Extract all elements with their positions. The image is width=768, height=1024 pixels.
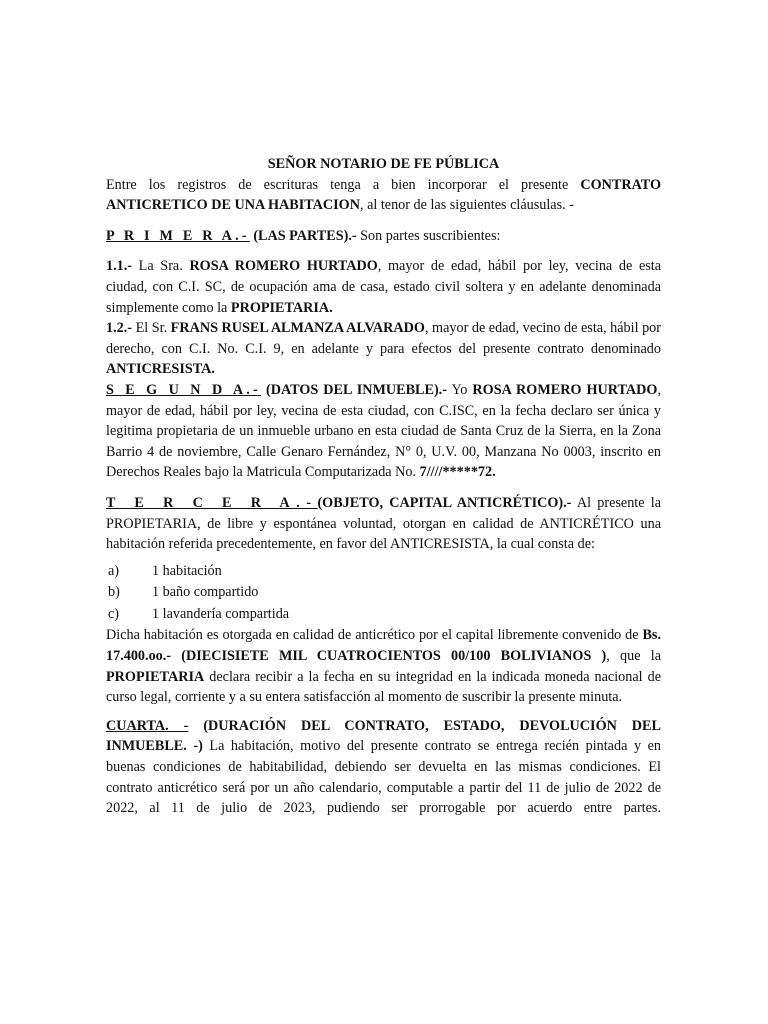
clause-1-2-text: El Sr. (132, 320, 171, 337)
list-item (108, 561, 661, 582)
clause-1-1-body: , mayor de edad, hábil por ley, vecina de esta ciudad, con C.I. SC, de ocupación ama de casa, estado civil soltera y en adelante denominada simplemente como la (106, 258, 662, 316)
list-marker: b) (108, 584, 120, 601)
clause-1-2 (106, 318, 661, 380)
clause-cuarta-heading: CUARTA. - (106, 717, 189, 734)
capital-text-2: , que la (606, 648, 661, 665)
document-title: SEÑOR NOTARIO DE FE PÚBLICA (267, 156, 500, 172)
list-item-text: 1 habitación (152, 562, 222, 579)
owner-name: ROSA ROMERO HURTADO (189, 258, 378, 275)
clause-tercera-heading: T E R C E R A.- (106, 494, 318, 511)
clause-1-1 (106, 256, 661, 318)
clause-1-1-text: La Sra. (132, 258, 190, 275)
document-page (106, 154, 661, 819)
clause-1-2-body: , mayor de edad, vecino de esta, hábil por derecho, con C.I. No. C.I. 9, en adelante y para efectos del presente contrato denominado (106, 320, 661, 357)
capital-text-3: declara recibir a la fecha en su integridad en la indicada moneda nacional de curso legal, corriente y a su entera satisfacción al momento de suscribir la presente minuta. (106, 668, 661, 706)
owner-designation-repeat: PROPIETARIA (106, 668, 205, 685)
clause-cuarta (106, 716, 661, 819)
clause-segunda-title: (DATOS DEL INMUEBLE).- (260, 381, 447, 398)
clause-primera-heading: P R I M E R A.- (106, 227, 250, 244)
capital-amount: Bs. 17.400.oo.- (DIECISIETE MIL CUATROCIENTOS 00/100 BOLIVIANOS ) (106, 627, 661, 665)
list-marker: a) (108, 562, 120, 579)
clause-segunda-heading: S E G U N D A.- (106, 381, 261, 398)
clause-segunda-body: , mayor de edad, hábil por ley, vecina de esta ciudad, con C.ISC, en la fecha declaro ser única y legitima propietaria de un inmueble urbano en esta ciudad de Santa Cruz de la Sierra, en la Zona Barrio 4 de noviembre, Calle Genaro Fernández, N° 0, U.V. 00, Manzana No 0003, inscrito en Derechos Reales bajo la Matricula Computarizada No. (106, 381, 662, 481)
clause-primera (106, 226, 661, 247)
owner-name-repeat: ROSA ROMERO HURTADO (472, 381, 658, 398)
tenant-designation: ANTICRESISTA. (106, 361, 215, 378)
list-item-text: 1 lavandería compartida (152, 605, 290, 622)
clause-primera-text: Son partes suscribientes: (356, 227, 501, 244)
registry-number: 7////*****72. (419, 464, 496, 481)
list-item (108, 604, 661, 625)
clause-tercera-title: (OBJETO, CAPITAL ANTICRÉTICO).- (317, 494, 572, 511)
clause-tercera-text: Al presente la PROPIETARIA, de libre y espontánea voluntad, otorgan en calidad de ANTICRÉTICO una habitación referida precedentemente, en favor del ANTICRESISTA, la cual consta de: (106, 494, 661, 553)
intro-paragraph (106, 175, 661, 216)
intro-text: Entre los registros de escrituras tenga a bien incorporar el presente (106, 176, 581, 193)
list-marker: c) (108, 605, 120, 622)
list-item-text: 1 baño compartido (152, 584, 259, 601)
capital-text: Dicha habitación es otorgada en calidad de anticrético por el capital libremente convenido de (106, 627, 643, 644)
clause-1-2-number: 1.2.- (106, 320, 133, 337)
tenant-name: FRANS RUSEL ALMANZA ALVARADO (170, 320, 425, 337)
clause-tercera (106, 493, 661, 555)
clause-1-1-number: 1.1.- (106, 258, 133, 275)
clause-segunda-text: Yo (446, 381, 473, 398)
clause-cuarta-text: La habitación, motivo del presente contrato se entrega recién pintada y en buenas condiciones de habitabilidad, debiendo ser devuelta en las mismas condiciones. El contrato anticrético será por un año calendario, computable a partir del 11 de julio de 2022 de 2022, al 11 de julio de 2023, pudiendo ser prorrogable por acuerdo entre partes. (106, 738, 661, 817)
contract-name: CONTRATO ANTICRETICO DE UNA HABITACION (106, 176, 661, 214)
owner-designation: PROPIETARIA. (230, 299, 333, 316)
intro-text-end: , al tenor de las siguientes cláusulas. - (359, 197, 574, 214)
clause-segunda (106, 380, 661, 483)
list-item (108, 582, 661, 603)
capital-paragraph (106, 625, 661, 707)
room-items-list (106, 561, 661, 625)
clause-primera-title: (LAS PARTES).- (249, 227, 357, 244)
clause-cuarta-title: (DURACIÓN DEL CONTRATO, ESTADO, DEVOLUCIÓN DEL INMUEBLE. -) (106, 717, 661, 755)
